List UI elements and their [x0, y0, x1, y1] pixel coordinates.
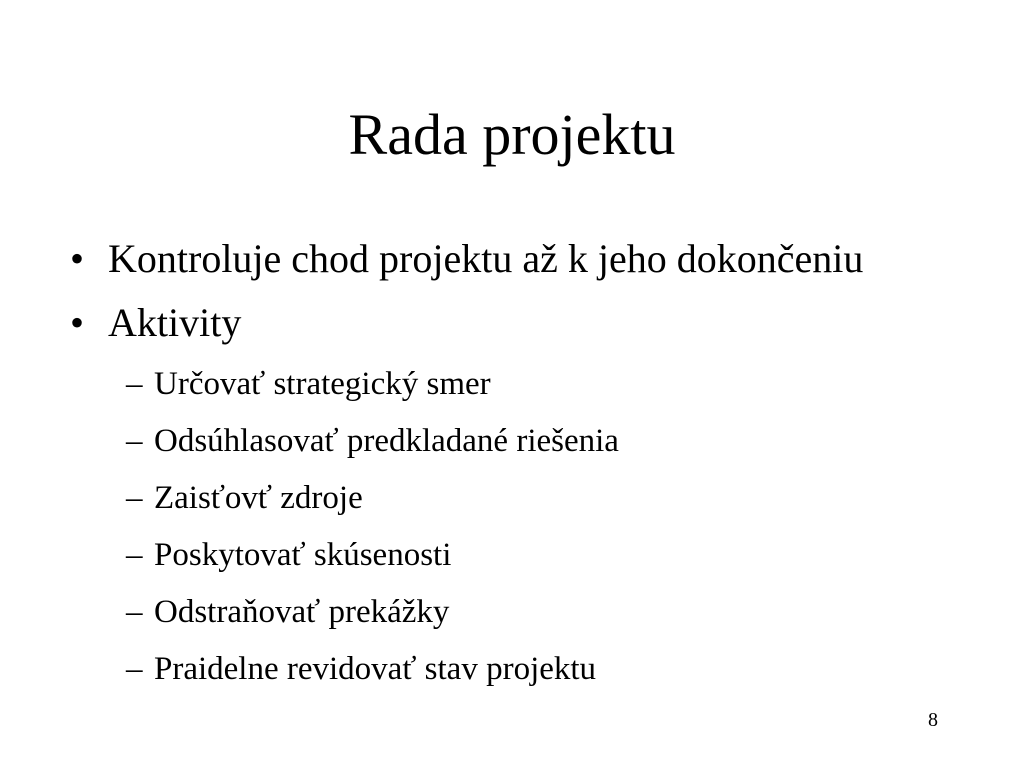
bullet-item — [70, 235, 863, 283]
subbullet-text: Určovať strategický smer — [154, 366, 491, 402]
subbullet-text: Praidelne revidovať stav projektu — [154, 651, 597, 687]
subbullet-item — [126, 649, 596, 689]
subbullet-item — [126, 421, 619, 461]
subbullet-text: Poskytovať skúsenosti — [154, 537, 452, 573]
subbullet-item — [126, 364, 491, 404]
bullet-item — [70, 299, 241, 347]
bullet-text: Kontroluje chod projektu až k jeho dokončeniu — [108, 236, 864, 281]
subbullet-text: Odsúhlasovať predkladané riešenia — [154, 423, 619, 459]
subbullet-item — [126, 592, 449, 632]
subbullet-marker: – — [126, 651, 143, 687]
subbullet-text: Zaisťovť zdroje — [154, 480, 363, 516]
subbullet-item — [126, 478, 363, 518]
subbullet-marker: – — [126, 537, 143, 573]
bullet-text: Aktivity — [108, 300, 242, 345]
subbullet-marker: – — [126, 480, 143, 516]
page-number: 8 — [928, 709, 938, 731]
subbullet-item — [126, 535, 451, 575]
bullet-marker: • — [70, 300, 85, 345]
subbullet-marker: – — [126, 594, 143, 630]
subbullet-marker: – — [126, 423, 143, 459]
subbullet-text: Odstraňovať prekážky — [154, 594, 450, 630]
slide-title: Rada projektu — [348, 102, 676, 167]
subbullet-marker: – — [126, 366, 143, 402]
bullet-marker: • — [70, 236, 85, 281]
